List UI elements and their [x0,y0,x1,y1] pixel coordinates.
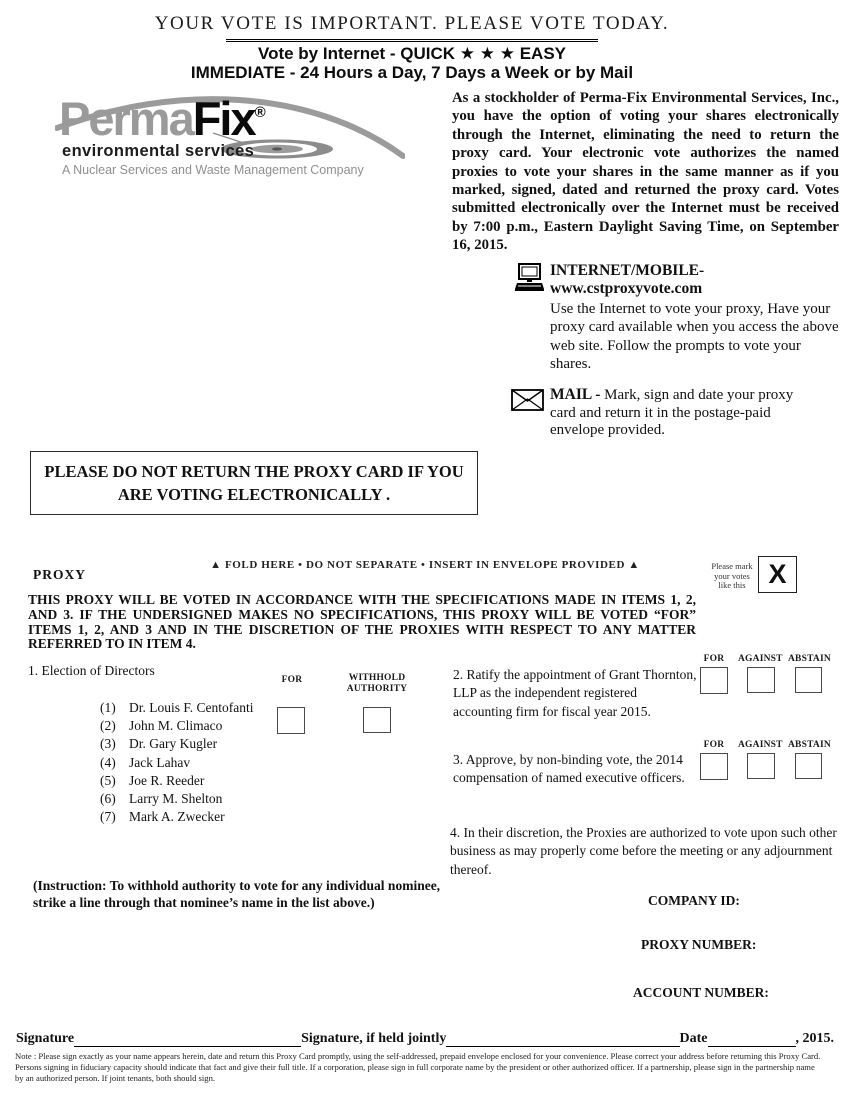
computer-icon [513,263,545,298]
signature-row [16,1031,834,1047]
mark-votes-note [704,562,760,591]
list-item [100,735,254,753]
nominee-7-number: (7) [100,809,116,825]
mail-heading: MAIL - [550,386,601,403]
withhold-line2: AUTHORITY [346,683,408,694]
nominee-2-name: John M. Climaco [129,718,223,734]
immediate-subtitle: IMMEDIATE - 24 Hours a Day, 7 Days a Week or by Mail [190,63,634,82]
registered-mark-icon: ® [254,104,266,121]
logo-tagline: A Nuclear Services and Waste Management Company [62,163,364,177]
nominee-3-name: Dr. Gary Kugler [129,736,218,752]
item3-against-header: AGAINST [738,740,783,750]
item2-abstain-checkbox[interactable] [795,667,822,693]
sample-x-mark-box: X [758,556,797,593]
date-line[interactable] [708,1032,796,1047]
voting-statement: THIS PROXY WILL BE VOTED IN ACCORDANCE WITH THE SPECIFICATIONS MADE IN ITEMS 1, 2, AND 3. IF THE UNDERSIGNED MAKES NO SPECIFICATIONS, THIS PROXY WILL BE VOTED “FOR” ITEMS 1, 2, AND 3 AND IN THE DISCRETION OF THE PROXIES WITH RESPECT TO ANY MATTER REFERRED TO IN ITEM 4. [28,592,696,652]
nominee-4-name: Jack Lahav [129,754,191,770]
note-line-2: Persons signing in fiduciary capacity should indicate that fact and give their full title. If a corporation, please sign in full corporate name by the president or other authorized officer. If a partnership, please sign in the partnership name [15,1062,815,1072]
nominee-4-number: (4) [100,754,116,770]
mark-note-line3: like this [718,580,746,590]
item1-title: 1. Election of Directors [28,663,155,678]
brand-perma: Perma [59,92,193,145]
item2-against-checkbox[interactable] [747,667,775,693]
mark-note-line2: your votes [714,570,750,581]
item3-for-header: FOR [703,740,725,750]
header [0,13,824,82]
list-item [100,754,254,772]
nominee-1-name: Dr. Louis F. Centofanti [129,700,254,715]
nominee-6-name: Larry M. Shelton [129,791,223,807]
fold-here-separator: ▲ FOLD HERE • DO NOT SEPARATE • INSERT IN ENVELOPE PROVIDED ▲ [210,559,640,571]
list-item [100,772,254,790]
vote-by-internet-subtitle: Vote by Internet - QUICK ★ ★ ★ EASY [258,44,566,63]
internet-voting-section [550,262,842,374]
nominee-2-number: (2) [100,718,116,734]
withhold-line1: WITHHOLD [348,673,406,683]
joint-signature-label: Signature, if held jointly [301,1031,447,1046]
item4-text: 4. In their discretion, the Proxies are authorized to vote upon such other business as may properly come before the meeting or any adjournment thereof. [450,825,837,877]
joint-signature-line[interactable] [446,1032,679,1047]
nominee-5-number: (5) [100,772,116,788]
account-number-label: ACCOUNT NUMBER: [633,985,769,1000]
item3-abstain-checkbox[interactable] [795,753,822,779]
logo-subtitle: environmental services [62,142,255,160]
item1-for-checkbox[interactable] [277,707,305,734]
note-line-3: by an authorized person. If joint tenants, both should sign. [15,1073,216,1083]
item3-abstain-header: ABSTAIN [788,740,831,750]
item2-for-header: FOR [703,654,725,664]
list-item [100,790,254,808]
withhold-instruction: (Instruction: To withhold authority to vote for any individual nominee, strike a line through that nominee’s name in the list above.) [33,878,441,910]
mail-instructions: Mark, sign and date your proxy card and return it in the postage-paid envelope provided. [550,387,794,439]
internet-instructions: Use the Internet to vote your proxy, Have your proxy card available when you access the above web site. Follow the prompts to vote your shares. [550,301,839,373]
double-rule-divider [226,39,598,42]
item2-against-header: AGAINST [738,654,783,664]
brand-fix: Fix [192,92,255,145]
do-not-return-notice-box [30,451,478,515]
proxy-vote-url: www.cstproxyvote.com [550,280,703,297]
list-item [100,808,254,826]
signature-label: Signature [16,1031,75,1046]
fine-print-note [15,1051,848,1084]
item3-for-checkbox[interactable] [700,753,728,780]
nominee-1-number: (1) [100,700,116,715]
item1-withhold-header [338,673,416,694]
company-id-label: COMPANY ID: [648,893,740,908]
signature-line[interactable] [74,1032,301,1047]
item2-text: 2. Ratify the appointment of Grant Thornton, LLP as the independent registered accounting firm for fiscal year 2015. [453,667,697,719]
proxy-label: PROXY [33,567,86,582]
nominee-7-name: Mark A. Zwecker [129,809,225,825]
mark-note-line1: Please mark [711,561,753,571]
date-label: Date [679,1031,708,1046]
notice-line-2: ARE VOTING ELECTRONICALLY . [117,485,391,504]
list-item [100,717,254,735]
mail-voting-section [550,386,820,440]
item1-withhold-checkbox[interactable] [363,707,391,733]
note-line-1: Note : Please sign exactly as your name appears herein, date and return this Proxy Card promptly, using the self-addressed, prepaid envelope enclosed for your convenience. Please correct your address before returning this Proxy Card. [15,1051,821,1061]
nominee-5-name: Joe R. Reeder [129,772,205,788]
list-item [100,699,254,717]
item2-abstain-header: ABSTAIN [788,654,831,664]
nominee-3-number: (3) [100,736,116,752]
item3-text: 3. Approve, by non-binding vote, the 2014 compensation of named executive officers. [453,752,685,786]
nominee-list [100,699,254,826]
envelope-icon [511,389,544,416]
item2-for-checkbox[interactable] [700,667,728,694]
item1-for-header: FOR [281,675,303,685]
brand-wordmark [59,90,266,145]
page-title: YOUR VOTE IS IMPORTANT. PLEASE VOTE TODAY. [154,13,670,34]
stockholder-intro-paragraph: As a stockholder of Perma-Fix Environmental Services, Inc., you have the option of voting your shares electronically through the Internet, eliminating the need to return the proxy card. Your electronic vote authorizes the named proxies to vote your shares in the same manner as if you marked, signed, dated and returned the proxy card. Votes submitted electronically over the Internet must be received by 7:00 p.m., Eastern Daylight Saving Time, on September 16, 2015. [452,90,839,254]
item3-against-checkbox[interactable] [747,753,775,779]
notice-line-1: PLEASE DO NOT RETURN THE PROXY CARD IF YOU [44,462,464,481]
year-label: , 2015. [795,1031,834,1046]
permafix-logo [55,86,405,194]
internet-heading: INTERNET/MOBILE- [550,262,705,279]
nominee-6-number: (6) [100,791,116,807]
proxy-number-label: PROXY NUMBER: [641,937,757,952]
